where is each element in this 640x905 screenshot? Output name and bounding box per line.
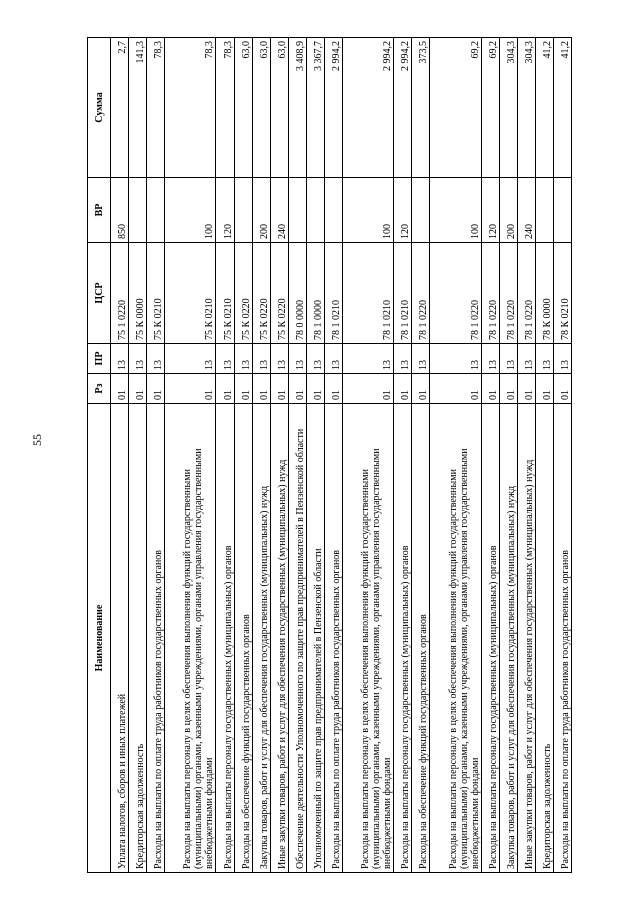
cell-pr: 13 — [165, 344, 216, 374]
header-name: Наименование — [88, 404, 111, 873]
cell-sum: 2 994,2 — [324, 38, 342, 178]
cell-pr: 13 — [481, 344, 499, 374]
table-row — [535, 38, 553, 873]
cell-rz: 01 — [147, 374, 165, 404]
table-row — [234, 38, 252, 873]
cell-vr: 120 — [481, 178, 499, 243]
cell-csr: 78 1 0000 — [306, 243, 324, 344]
cell-vr — [535, 178, 553, 243]
header-csr: ЦСР — [88, 243, 111, 344]
cell-name: Обеспечение деятельности Уполномоченного по защите прав предпринимателей в Пензенской области — [288, 404, 306, 873]
cell-csr: 75 1 0220 — [111, 243, 129, 344]
cell-rz: 01 — [553, 374, 571, 404]
cell-name: Расходы на выплаты персоналу в целях обеспечения выполнения функций государственными (муниципальными) органами, казенными учреждениями, органами управления государственными внебюджетными фондами — [343, 404, 394, 873]
table-row — [499, 38, 517, 873]
cell-vr — [324, 178, 342, 243]
cell-rz: 01 — [499, 374, 517, 404]
cell-vr: 200 — [252, 178, 270, 243]
cell-vr — [234, 178, 252, 243]
cell-rz: 01 — [270, 374, 288, 404]
cell-vr: 100 — [343, 178, 394, 243]
cell-pr: 13 — [306, 344, 324, 374]
header-vr: ВР — [88, 178, 111, 243]
cell-pr: 13 — [129, 344, 147, 374]
cell-vr: 100 — [430, 178, 481, 243]
cell-vr — [147, 178, 165, 243]
cell-rz: 01 — [216, 374, 234, 404]
cell-sum: 304,3 — [499, 38, 517, 178]
cell-csr: 78 1 0220 — [481, 243, 499, 344]
cell-vr: 850 — [111, 178, 129, 243]
cell-pr: 13 — [535, 344, 553, 374]
cell-pr: 13 — [216, 344, 234, 374]
cell-pr: 13 — [324, 344, 342, 374]
cell-vr — [412, 178, 430, 243]
table-row — [111, 38, 129, 873]
cell-sum: 141,3 — [129, 38, 147, 178]
cell-rz: 01 — [252, 374, 270, 404]
cell-pr: 13 — [252, 344, 270, 374]
cell-sum: 3 408,9 — [288, 38, 306, 178]
cell-vr: 120 — [394, 178, 412, 243]
cell-name: Расходы на выплаты по оплате труда работников государственных органов — [147, 404, 165, 873]
cell-vr: 240 — [270, 178, 288, 243]
cell-name: Иные закупки товаров, работ и услуг для обеспечения государственных (муниципальных) нужд — [270, 404, 288, 873]
cell-csr: 78 1 0220 — [499, 243, 517, 344]
table-row — [216, 38, 234, 873]
cell-name: Закупка товаров, работ и услуг для обеспечения государственных (муниципальных) нужд — [499, 404, 517, 873]
cell-pr: 13 — [234, 344, 252, 374]
table-row — [129, 38, 147, 873]
cell-rz: 01 — [324, 374, 342, 404]
cell-pr: 13 — [517, 344, 535, 374]
cell-rz: 01 — [535, 374, 553, 404]
cell-name: Расходы на обеспечение функций государственных органов — [412, 404, 430, 873]
table-row — [343, 38, 394, 873]
cell-vr — [288, 178, 306, 243]
cell-pr: 13 — [394, 344, 412, 374]
cell-sum: 78,3 — [165, 38, 216, 178]
cell-csr: 75 К 0210 — [165, 243, 216, 344]
cell-sum: 63,0 — [270, 38, 288, 178]
cell-pr: 13 — [270, 344, 288, 374]
cell-vr: 120 — [216, 178, 234, 243]
cell-rz: 01 — [394, 374, 412, 404]
header-pr: ПР — [88, 344, 111, 374]
cell-csr: 78 1 0220 — [517, 243, 535, 344]
table-row — [288, 38, 306, 873]
cell-pr: 13 — [499, 344, 517, 374]
table-row — [394, 38, 412, 873]
cell-pr: 13 — [343, 344, 394, 374]
cell-sum: 2 994,2 — [394, 38, 412, 178]
cell-csr: 78 1 0210 — [343, 243, 394, 344]
page-number: 55 — [30, 434, 44, 446]
cell-csr: 78 0 0000 — [288, 243, 306, 344]
table-row — [165, 38, 216, 873]
cell-sum: 63,0 — [252, 38, 270, 178]
cell-name: Кредиторская задолженность — [535, 404, 553, 873]
table-row — [481, 38, 499, 873]
cell-vr — [129, 178, 147, 243]
cell-vr — [553, 178, 571, 243]
cell-name: Уполномоченный по защите прав предпринимателей в Пензенской области — [306, 404, 324, 873]
cell-csr: 78 1 0210 — [394, 243, 412, 344]
table-body — [111, 38, 572, 873]
cell-sum: 2,7 — [111, 38, 129, 178]
cell-sum: 69,2 — [430, 38, 481, 178]
cell-name: Расходы на выплаты персоналу в целях обеспечения выполнения функций государственными (муниципальными) органами, казенными учреждениями, органами управления государственными внебюджетными фондами — [430, 404, 481, 873]
cell-sum: 41,2 — [535, 38, 553, 178]
cell-csr: 78 1 0220 — [430, 243, 481, 344]
cell-csr: 78 1 0210 — [324, 243, 342, 344]
cell-sum: 41,2 — [553, 38, 571, 178]
cell-csr: 75 К 0220 — [252, 243, 270, 344]
table-row — [270, 38, 288, 873]
cell-pr: 13 — [412, 344, 430, 374]
cell-csr: 78 К 0210 — [553, 243, 571, 344]
cell-pr: 13 — [111, 344, 129, 374]
cell-rz: 01 — [234, 374, 252, 404]
table-row — [517, 38, 535, 873]
cell-rz: 01 — [481, 374, 499, 404]
cell-name: Закупка товаров, работ и услуг для обеспечения государственных (муниципальных) нужд — [252, 404, 270, 873]
cell-rz: 01 — [288, 374, 306, 404]
cell-rz: 01 — [343, 374, 394, 404]
cell-name: Расходы на выплаты персоналу государственных (муниципальных) органов — [216, 404, 234, 873]
cell-vr: 240 — [517, 178, 535, 243]
cell-pr: 13 — [288, 344, 306, 374]
table-row — [430, 38, 481, 873]
table-row — [324, 38, 342, 873]
cell-name: Расходы на выплаты по оплате труда работников государственных органов — [553, 404, 571, 873]
cell-rz: 01 — [129, 374, 147, 404]
cell-sum: 3 367,7 — [306, 38, 324, 178]
cell-sum: 78,3 — [147, 38, 165, 178]
cell-sum: 304,3 — [517, 38, 535, 178]
header-rz: Рз — [88, 374, 111, 404]
cell-vr: 200 — [499, 178, 517, 243]
cell-pr: 13 — [430, 344, 481, 374]
cell-rz: 01 — [165, 374, 216, 404]
cell-csr: 75 К 0220 — [234, 243, 252, 344]
cell-name: Расходы на выплаты по оплате труда работников государственных органов — [324, 404, 342, 873]
budget-table — [87, 37, 572, 873]
cell-sum: 78,3 — [216, 38, 234, 178]
table-row — [147, 38, 165, 873]
cell-rz: 01 — [430, 374, 481, 404]
table-header-row — [88, 38, 111, 873]
cell-name: Расходы на выплаты персоналу в целях обеспечения выполнения функций государственными (муниципальными) органами, казенными учреждениями, органами управления государственными внебюджетными фондами — [165, 404, 216, 873]
cell-name: Расходы на выплаты персоналу государственных (муниципальных) органов — [394, 404, 412, 873]
table-row — [553, 38, 571, 873]
cell-sum: 69,2 — [481, 38, 499, 178]
cell-name: Расходы на выплаты персоналу государственных (муниципальных) органов — [481, 404, 499, 873]
table-row — [306, 38, 324, 873]
cell-rz: 01 — [517, 374, 535, 404]
cell-sum: 63,0 — [234, 38, 252, 178]
cell-pr: 13 — [147, 344, 165, 374]
cell-name: Уплата налогов, сборов и иных платежей — [111, 404, 129, 873]
cell-pr: 13 — [553, 344, 571, 374]
cell-csr: 75 К 0000 — [129, 243, 147, 344]
cell-name: Иные закупки товаров, работ и услуг для обеспечения государственных (муниципальных) нужд — [517, 404, 535, 873]
cell-name: Расходы на обеспечение функций государственных органов — [234, 404, 252, 873]
cell-vr — [306, 178, 324, 243]
cell-name: Кредиторская задолженность — [129, 404, 147, 873]
cell-csr: 78 1 0220 — [412, 243, 430, 344]
cell-vr: 100 — [165, 178, 216, 243]
cell-rz: 01 — [412, 374, 430, 404]
cell-csr: 75 К 0220 — [270, 243, 288, 344]
table-row — [252, 38, 270, 873]
cell-sum: 373,5 — [412, 38, 430, 178]
cell-csr: 75 К 0210 — [147, 243, 165, 344]
cell-rz: 01 — [306, 374, 324, 404]
table-row — [412, 38, 430, 873]
rotated-page — [87, 38, 572, 873]
header-sum: Сумма — [88, 38, 111, 178]
cell-sum: 2 994,2 — [343, 38, 394, 178]
cell-rz: 01 — [111, 374, 129, 404]
cell-csr: 78 К 0000 — [535, 243, 553, 344]
cell-csr: 75 К 0210 — [216, 243, 234, 344]
